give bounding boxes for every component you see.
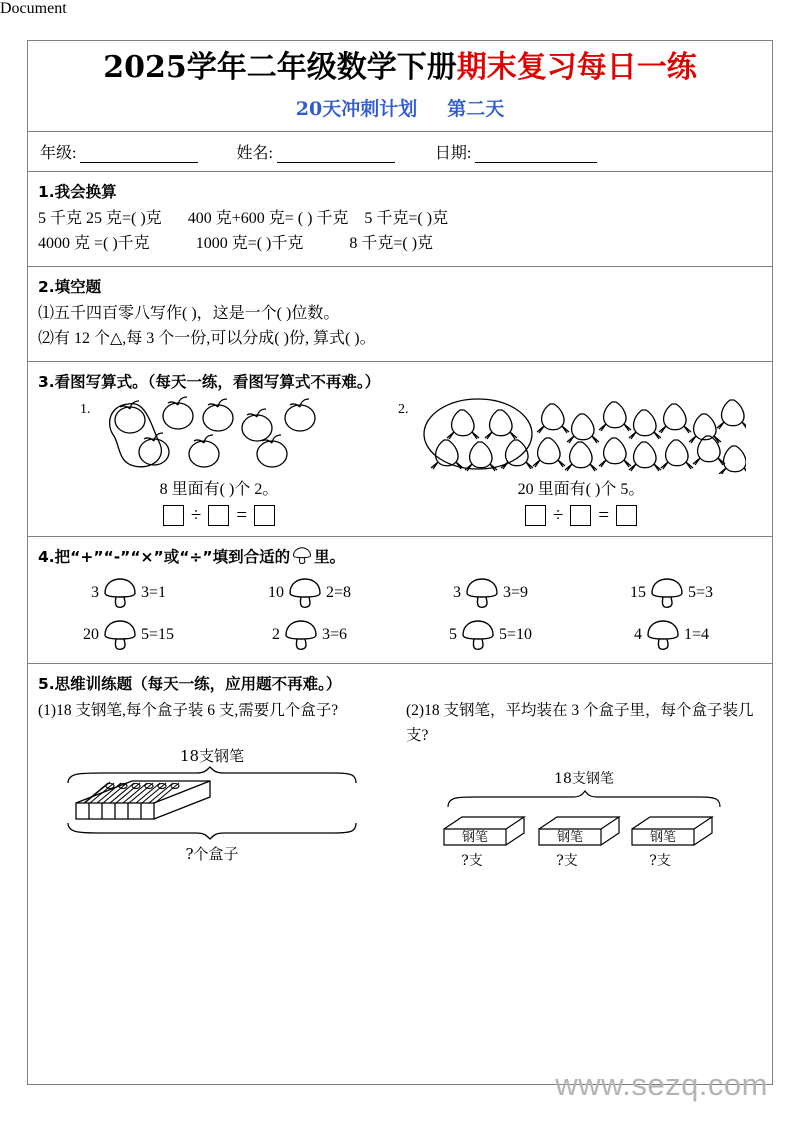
figure-2-equation[interactable] [400,505,762,526]
diagram-1-bottom-label: ?个盒子 [185,845,239,864]
conv-2[interactable]: 400 克+600 克= ( ) 千克 [187,209,349,227]
op-right: 5=3 [687,583,714,601]
grade-input-rule[interactable] [80,147,198,163]
section-3-picture-equations [28,362,772,537]
diagram-2-top-label: 18支钢笔 [554,770,614,787]
figure-1-caption: 8 里面有( )个 2。 [159,480,279,498]
svg-text:钢笔: 钢笔 [461,829,489,845]
op-left: 5 [448,625,457,643]
section-4-heading [38,545,762,567]
op-problem[interactable] [581,577,762,609]
subtitle-plan: 20天冲刺计划 [295,97,418,120]
mushroom-icon [291,547,313,564]
section-5-heading: 5.思维训练题（每天一练，应用题不再难。） [38,674,342,693]
section-2-fill-blanks [28,267,772,362]
mushroom-icon[interactable] [459,619,497,651]
conv-6[interactable]: 8 千克=( )克 [349,234,434,252]
diagram-2-item-label-2: ?支 [556,852,578,869]
section-3-item-1 [38,396,400,528]
section-1-conversions [28,172,772,267]
op-right: 3=1 [140,583,167,601]
watermark: www.sezq.com [555,1067,768,1102]
section-4-heading-part-2: 里。 [314,547,346,566]
conv-1[interactable]: 5 千克 25 克=( )克 [38,209,162,227]
conv-5[interactable]: 1000 克=( )千克 [195,234,304,252]
title-block [28,41,772,132]
three-pen-boxes-diagram [434,767,734,879]
apples-group-icon [94,396,344,474]
answer-box[interactable] [616,505,637,526]
answer-box[interactable] [570,505,591,526]
op-problem[interactable] [219,577,400,609]
pen-box-brace-diagram [62,747,362,863]
op-left: 20 [82,625,99,643]
section-1-row-2 [38,236,762,252]
equals-icon: = [236,504,248,526]
diagram-2-item-label-1: ?支 [461,852,483,869]
op-right: 5=15 [140,625,175,643]
diagram-2-item-label-3: ?支 [649,852,671,869]
page-title-black: 2025学年二年级数学下册 [103,50,457,85]
op-right: 3=9 [502,583,529,601]
page-subtitle [28,94,772,121]
mushroom-icon[interactable] [648,577,686,609]
name-label: 姓名: [236,144,273,162]
op-problem[interactable] [400,619,581,651]
date-input-rule[interactable] [475,147,597,163]
word-problem-1 [38,698,400,879]
op-right: 1=4 [683,625,710,643]
op-right: 2=8 [325,583,352,601]
svg-text:钢笔: 钢笔 [556,829,584,845]
date-label: 日期: [434,144,472,162]
section-5-word-problems [28,664,772,943]
op-problem[interactable] [400,577,581,609]
grade-label: 年级: [40,144,77,162]
word-problem-2-text: (2)18 支钢笔，平均装在 3 个盒子里，每个盒子装几支? [406,701,754,745]
section-2-question-1[interactable]: ⑴五千四百零八写作( )，这是一个( )位数。 [38,304,340,322]
answer-box[interactable] [208,505,229,526]
section-2-heading: 2.填空题 [38,277,102,296]
op-left: 3 [452,583,461,601]
op-left: 2 [271,625,280,643]
section-2-question-2[interactable]: ⑵有 12 个△,每 3 个一份,可以分成( )份, 算式( )。 [38,329,376,347]
conv-3[interactable]: 5 千克=( )克 [364,209,449,227]
section-1-row-1 [38,211,762,227]
worksheet-page [27,40,773,1085]
op-right: 3=6 [321,625,348,643]
chicks-group-icon [416,396,746,474]
op-left: 3 [90,583,99,601]
figure-1-number: 1. [80,401,91,417]
divide-icon: ÷ [552,504,564,526]
figure-2-caption: 20 里面有( )个 5。 [517,480,645,498]
mushroom-icon[interactable] [101,577,139,609]
diagram-1-top-label: 18支钢笔 [179,747,245,766]
figure-2-number: 2. [398,401,409,417]
mushroom-icon[interactable] [644,619,682,651]
word-problem-1-text: (1)18 支钢笔,每个盒子装 6 支,需要几个盒子? [38,701,339,719]
op-problem[interactable] [219,619,400,651]
name-input-rule[interactable] [277,147,395,163]
op-problem[interactable] [38,619,219,651]
section-3-item-2 [400,396,762,528]
word-problem-2-diagram [406,767,762,879]
word-problem-2 [400,698,762,879]
section-4-heading-part-1: 4.把“+”“-”“×”或“÷”填到合适的 [38,547,291,566]
bottom-space [38,879,762,935]
figure-1-equation[interactable] [38,505,400,526]
equals-icon: = [598,504,610,526]
name-field[interactable] [236,140,394,163]
conv-4[interactable]: 4000 克 =( )千克 [38,234,150,252]
mushroom-icon[interactable] [463,577,501,609]
section-5-columns [38,698,762,879]
section-4-row-1 [38,577,762,609]
section-1-heading: 1.我会换算 [38,182,117,201]
op-left: 4 [633,625,642,643]
answer-box[interactable] [525,505,546,526]
op-left: 10 [267,583,284,601]
section-4-operators [28,537,772,664]
mushroom-icon[interactable] [282,619,320,651]
svg-text:钢笔: 钢笔 [649,829,677,845]
page-title-red: 期末复习每日一练 [456,50,697,85]
section-4-row-2 [38,619,762,651]
student-info-row [28,132,772,172]
divide-icon: ÷ [190,504,202,526]
grade-field[interactable] [40,140,198,163]
section-3-heading: 3.看图写算式。（每天一练，看图写算式不再难。） [38,372,381,391]
page-title [28,49,772,87]
word-problem-1-diagram [38,747,386,863]
op-problem[interactable] [38,577,219,609]
answer-box[interactable] [254,505,275,526]
mushroom-icon[interactable] [286,577,324,609]
subtitle-day: 第二天 [447,97,505,120]
answer-box[interactable] [163,505,184,526]
op-left: 15 [629,583,646,601]
section-3-figures [38,396,762,528]
op-problem[interactable] [581,619,762,651]
date-field[interactable] [435,140,597,163]
mushroom-icon[interactable] [101,619,139,651]
op-right: 5=10 [498,625,533,643]
